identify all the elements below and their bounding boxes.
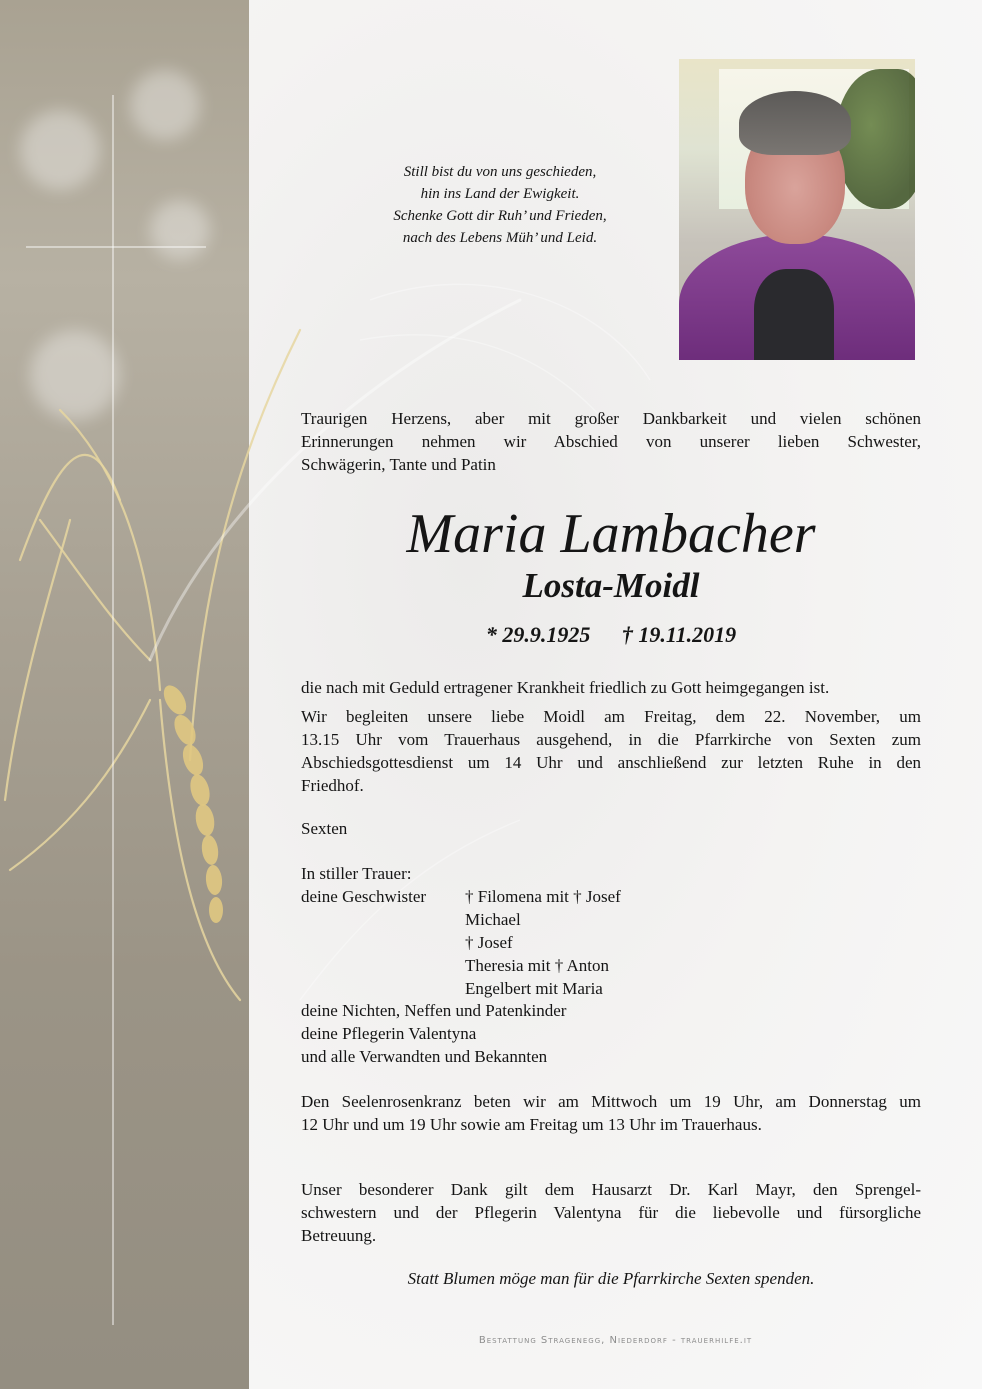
photo-collar: [754, 269, 834, 360]
photo-hair: [739, 91, 851, 155]
funeral-line: Abschiedsgottesdienst um 14 Uhr und anschließend zur letzten Ruhe in den: [301, 753, 921, 772]
siblings-label: deine Geschwister: [301, 887, 427, 906]
death-date: † 19.11.2019: [621, 622, 737, 647]
intro-line: Schwägerin, Tante und Patin: [301, 455, 496, 474]
poem-line: hin ins Land der Ewigkeit.: [420, 186, 580, 202]
funeral-line: 13.15 Uhr vom Trauerhaus ausgehend, in die Pfarrkirche von Sexten zum: [301, 730, 921, 749]
mourner-entry: deine Pflegerin Valentyna: [301, 1024, 477, 1043]
sibling-entry: † Filomena mit † Josef: [465, 887, 621, 906]
cross-horizontal: [26, 246, 206, 248]
poem-line: Still bist du von uns geschieden,: [403, 164, 597, 180]
sibling-entry: † Josef: [465, 933, 513, 952]
sibling-entry: Theresia mit † Anton: [465, 956, 610, 975]
intro-line: Traurigen Herzens, aber mit großer Dankbarkeit und vielen schönen: [301, 409, 921, 428]
passing-line: die nach mit Geduld ertragener Krankheit friedlich zu Gott heimgegangen ist.: [301, 678, 830, 697]
thanks-line: Betreuung.: [301, 1226, 377, 1245]
rosary-line: 12 Uhr und um 19 Uhr sowie am Freitag um 13 Uhr im Trauerhaus.: [301, 1115, 762, 1134]
funeral-line: Wir begleiten unsere liebe Moidl am Freitag, dem 22. November, um: [301, 707, 921, 726]
passing-text: [301, 676, 921, 699]
thanks-paragraph: [301, 1178, 921, 1247]
intro-line: Erinnerungen nehmen wir Abschied von unserer lieben Schwester,: [301, 432, 921, 451]
birth-date: * 29.9.1925: [485, 622, 591, 647]
deceased-name: Maria Lambacher: [406, 503, 816, 565]
poem-line: Schenke Gott dir Ruh’ und Frieden,: [393, 208, 607, 224]
footer-credit: Bestattung Stragenegg, Niederdorf - trauerhilfe.it: [478, 1335, 753, 1346]
thanks-line: Unser besonderer Dank gilt dem Hausarzt Dr. Karl Mayr, den Sprengel-: [301, 1180, 921, 1199]
intro-paragraph: [301, 407, 921, 476]
funeral-line: Friedhof.: [301, 776, 364, 795]
portrait-photo: [679, 59, 915, 360]
sibling-entry: Engelbert mit Maria: [465, 979, 603, 998]
siblings-list: [465, 885, 621, 1000]
cross-vertical: [112, 95, 114, 1325]
deceased-nickname: Losta-Moidl: [522, 566, 700, 605]
mourner-entry: deine Nichten, Neffen und Patenkinder: [301, 1001, 567, 1020]
mourner-entry: und alle Verwandten und Bekannten: [301, 1047, 548, 1066]
poem-line: nach des Lebens Müh’ und Leid.: [402, 230, 598, 246]
place-text: Sexten: [301, 819, 348, 838]
life-dates: [301, 621, 921, 649]
mourners-heading: In stiller Trauer:: [301, 864, 412, 883]
sibling-entry: Michael: [465, 910, 521, 929]
rosary-line: Den Seelenrosenkranz beten wir am Mittwoch um 19 Uhr, am Donnerstag um: [301, 1092, 921, 1111]
thanks-line: schwestern und der Pflegerin Valentyna für die liebevolle und fürsorgliche: [301, 1203, 921, 1222]
other-mourners: [301, 999, 566, 1068]
place: [301, 817, 921, 840]
memorial-poem: [345, 161, 655, 249]
closing-request: Statt Blumen möge man für die Pfarrkirche Sexten spenden.: [407, 1269, 815, 1288]
funeral-paragraph: [301, 705, 921, 797]
rosary-paragraph: [301, 1090, 921, 1136]
